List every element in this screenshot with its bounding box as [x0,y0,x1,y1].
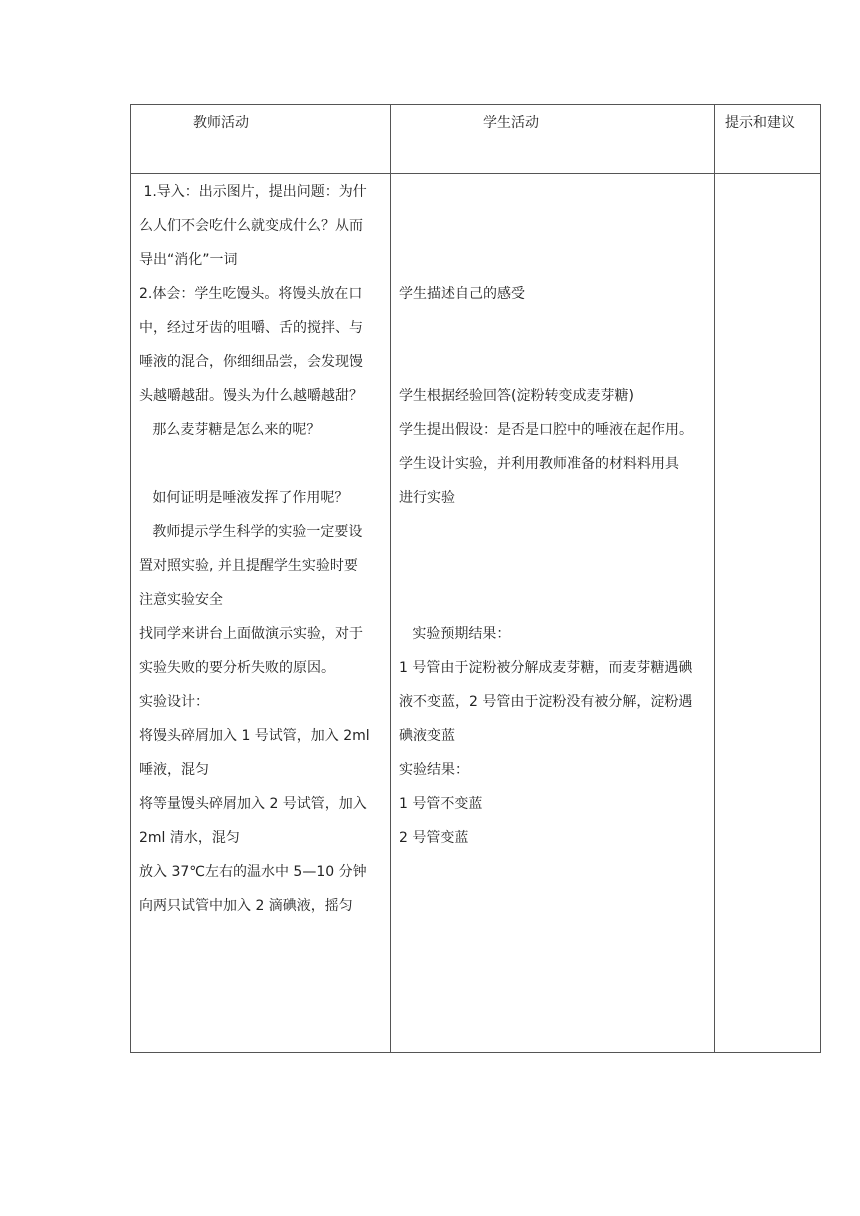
student-activity-cell [391,174,715,1053]
student-line: 实验预期结果： [399,626,511,642]
student-line: 碘液变蓝 [399,728,455,744]
header-row [131,105,821,174]
teacher-activity-cell [131,174,391,1053]
teacher-line: 2.体会：学生吃馒头。将馒头放在口 [139,286,363,302]
student-line: 学生描述自己的感受 [399,286,525,302]
teacher-line: 找同学来讲台上面做演示实验，对于 [139,626,363,642]
tips-cell [715,174,821,1053]
student-line [399,243,710,277]
teacher-line: 注意实验安全 [139,592,223,608]
student-line [399,515,710,549]
teacher-line: 头越嚼越甜。馒头为什么越嚼越甜？ [139,388,363,404]
teacher-line: 如何证明是唾液发挥了作用呢？ [139,490,349,506]
teacher-line: 导出“消化”一词 [139,252,238,268]
header-tips: 提示和建议 [715,105,821,174]
student-line: 学生设计实验，并利用教师准备的材料料用具 [399,456,679,472]
teacher-line: 么人们不会吃什么就变成什么？从而 [139,218,363,234]
teacher-line [139,447,384,481]
teacher-line: 唾液，混匀 [139,762,209,778]
student-line: 进行实验 [399,490,455,506]
student-line: 1 号管由于淀粉被分解成麦芽糖，而麦芽糖遇碘 [399,660,693,676]
student-line [399,175,710,209]
student-line: 液不变蓝，2 号管由于淀粉没有被分解，淀粉遇 [399,694,693,710]
teacher-line: 将等量馒头碎屑加入 2 号试管，加入 [139,796,367,812]
teacher-line: 放入 37℃左右的温水中 5—10 分钟 [139,864,367,880]
lesson-plan-table [130,104,821,1053]
teacher-line: 置对照实验, 并且提醒学生实验时要 [139,558,358,574]
teacher-activity-text [139,175,384,923]
teacher-line: 1.导入：出示图片，提出问题：为什 [139,184,367,200]
teacher-line: 向两只试管中加入 2 滴碘液，摇匀 [139,898,353,914]
student-line [399,549,710,583]
student-line: 学生根据经验回答(淀粉转变成麦芽糖) [399,388,634,404]
content-row [131,174,821,1053]
teacher-line: 将馒头碎屑加入 1 号试管，加入 2ml [139,728,370,744]
student-line [399,345,710,379]
student-line [399,209,710,243]
student-line: 1 号管不变蓝 [399,796,483,812]
teacher-line: 唾液的混合，你细细品尝，会发现馒 [139,354,363,370]
header-student-activity: 学生活动 [391,105,715,174]
header-teacher-activity: 教师活动 [131,105,391,174]
teacher-line: 那么麦芽糖是怎么来的呢？ [139,422,321,438]
teacher-line: 实验失败的要分析失败的原因。 [139,660,335,676]
student-line: 实验结果： [399,762,469,778]
student-line [399,311,710,345]
teacher-line: 实验设计： [139,694,209,710]
student-line: 2 号管变蓝 [399,830,469,846]
student-line [399,583,710,617]
teacher-line: 2ml 清水，混匀 [139,830,240,846]
teacher-line: 中，经过牙齿的咀嚼、舌的搅拌、与 [139,320,363,336]
student-activity-text [399,175,710,855]
teacher-line: 教师提示学生科学的实验一定要设 [139,524,363,540]
student-line: 学生提出假设：是否是口腔中的唾液在起作用。 [399,422,693,438]
